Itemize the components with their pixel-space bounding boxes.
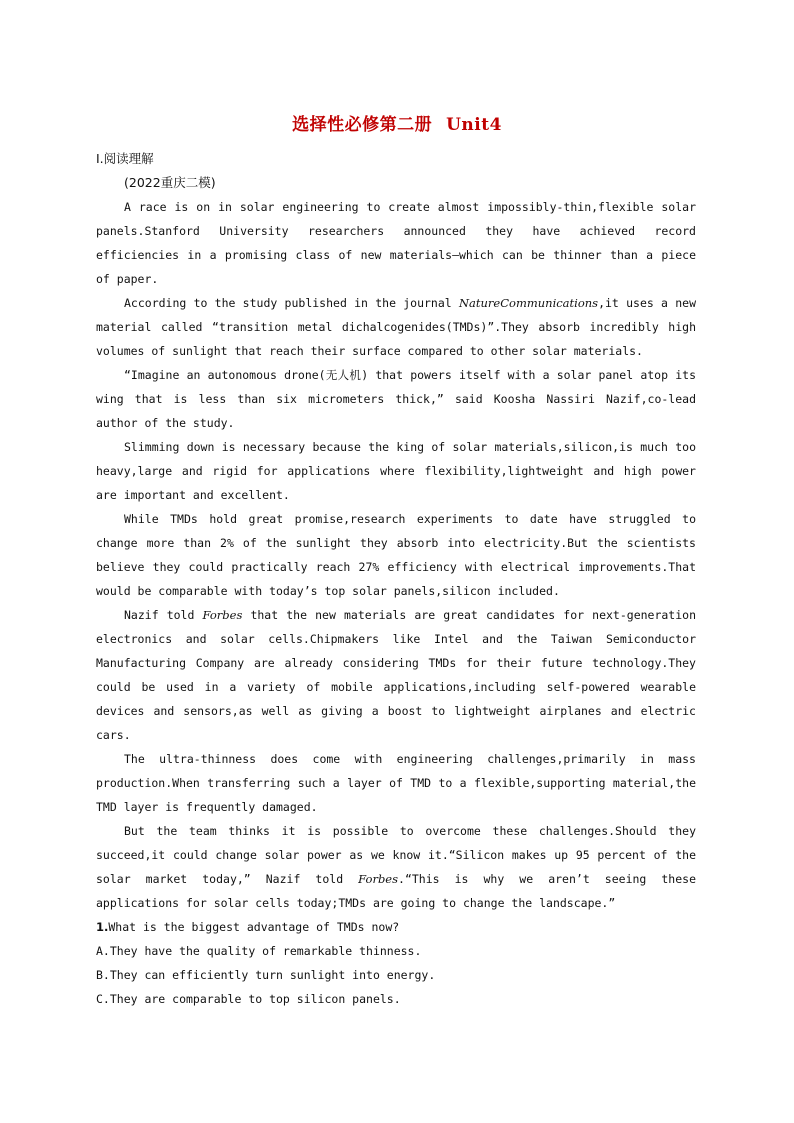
paragraph-2-text-b: ,it uses a new material called “transition metal dichalcogenides(TMDs)”.They absorb incredibly high volumes of sunlight that reach their surface compared to other solar materials. xyxy=(96,296,696,358)
paragraph-6-text-b: that the new materials are great candidates for next-generation electronics and solar cells.Chipmakers like Intel and the Taiwan Semiconductor Manufacturing Company are already considering TMDs for their future technology.They could be used in a variety of mobile applications,including self-powered wearable devices and sensors,as well as giving a boost to lightweight airplanes and electric cars. xyxy=(96,608,697,742)
paragraph-8 xyxy=(96,819,696,915)
paragraph-5: While TMDs hold great promise,research experiments to date have struggled to change more than 2% of the sunlight they absorb into electricity.But the scientists believe they could practically reach 27% efficiency with electrical improvements.That would be comparable with today’s top solar panels,silicon included. xyxy=(96,512,696,598)
page-title xyxy=(0,110,794,135)
paragraph-7: The ultra-thinness does come with engineering challenges,primarily in mass production.When transferring such a layer of TMD to a flexible,supporting material,the TMD layer is frequently damaged. xyxy=(96,752,696,814)
content-body xyxy=(96,147,696,1011)
question-text: What is the biggest advantage of TMDs now? xyxy=(108,920,400,934)
paragraph-2-text-a: According to the study published in the journal xyxy=(124,296,459,310)
question-stem xyxy=(96,915,696,939)
paragraph-4: Slimming down is necessary because the king of solar materials,silicon,is much too heavy,large and rigid for applications where flexibility,lightweight and high power are important and excellent. xyxy=(96,440,696,502)
title-unit: Unit4 xyxy=(446,115,502,135)
paragraph-8-text-a: But the team thinks it is possible to overcome these challenges.Should they succeed,it could change solar power as we know it.“Silicon makes up 95 percent of the solar market today,” Nazif told xyxy=(96,824,696,886)
paragraph-6 xyxy=(96,603,696,747)
section-heading: Ⅰ.阅读理解 xyxy=(96,151,154,166)
passage-source: (2022重庆二模) xyxy=(124,175,216,190)
question-number: 1. xyxy=(96,920,109,934)
magazine-name-2: Forbes xyxy=(358,872,399,886)
magazine-name: Forbes xyxy=(202,608,243,622)
option-b: B.They can efficiently turn sunlight into energy. xyxy=(96,968,436,982)
paragraph-6-text-a: Nazif told xyxy=(124,608,203,622)
paragraph-1: A race is on in solar engineering to create almost impossibly-thin,flexible solar panels.Stanford University researchers announced they have achieved record efficiencies in a promising class of new materials—which can be thinner than a piece of paper. xyxy=(96,200,696,286)
option-c: C.They are comparable to top silicon panels. xyxy=(96,992,401,1006)
journal-name: NatureCommunications xyxy=(458,296,599,310)
paragraph-3: “Imagine an autonomous drone(无人机) that powers itself with a solar panel atop its wing that is less than six micrometers thick,” said Koosha Nassiri Nazif,co-lead author of the study. xyxy=(96,368,696,430)
paragraph-2 xyxy=(96,291,696,363)
option-a: A.They have the quality of remarkable thinness. xyxy=(96,944,422,958)
paragraph-8-text-b: .“This is why we aren’t seeing these applications for solar cells today;TMDs are going to change the landscape.” xyxy=(96,872,696,910)
title-main: 选择性必修第二册 xyxy=(292,115,433,135)
